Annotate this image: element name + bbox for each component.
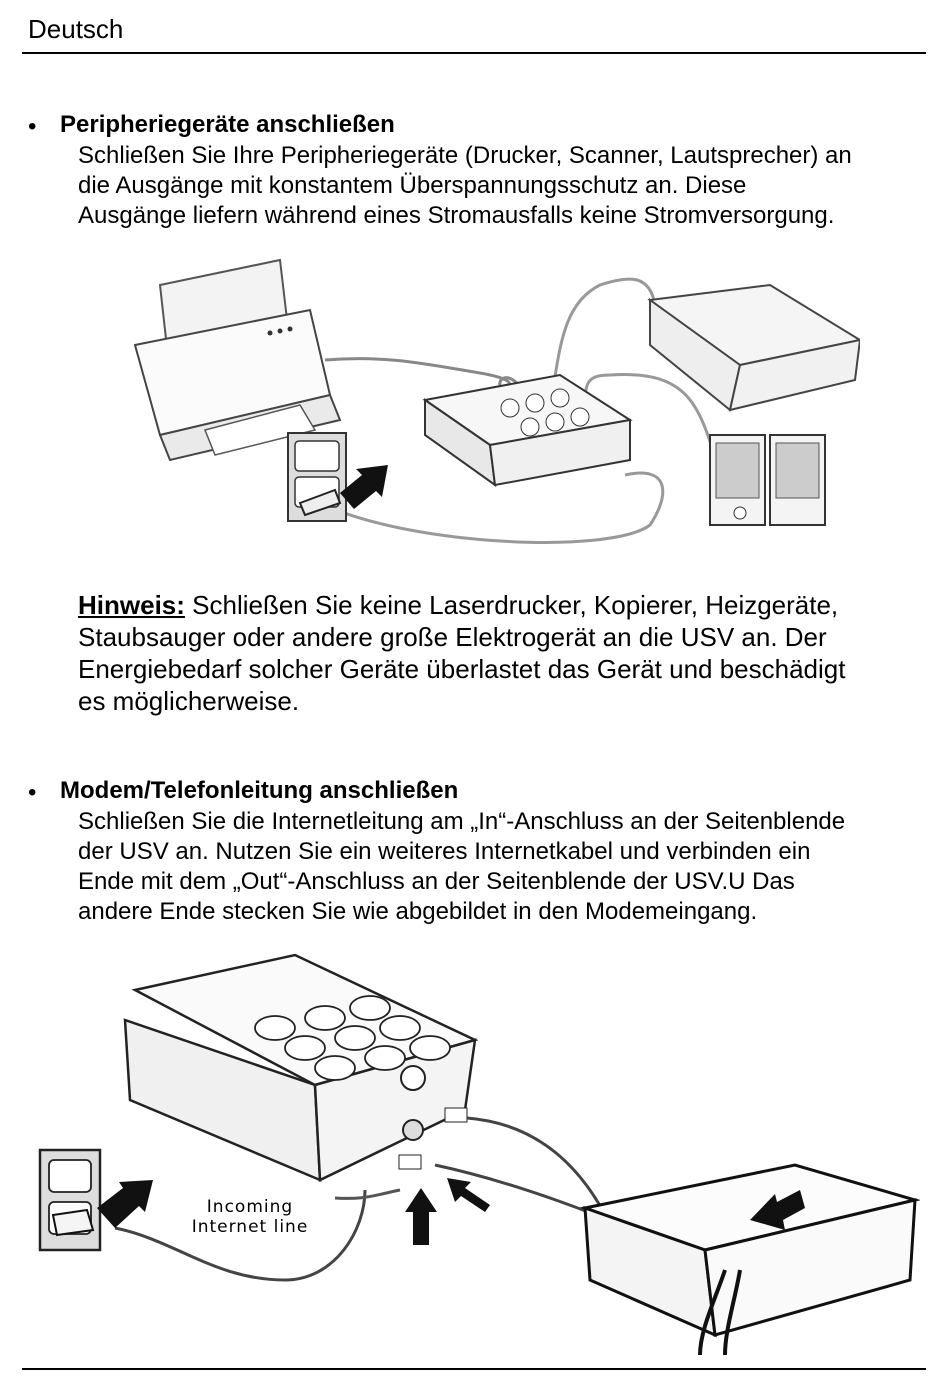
speakers-drawing	[710, 435, 825, 525]
ups-large-drawing	[125, 955, 475, 1180]
note-line-1	[78, 589, 918, 621]
ups-drawing	[425, 375, 630, 485]
section-2-line: Ende mit dem „Out“-Anschluss an der Seitenblende der USV.U Das	[78, 868, 795, 895]
section-2-line: der USV an. Nutzen Sie ein weiteres Internetkabel und verbinden ein	[78, 838, 811, 865]
note-line: Staubsauger oder andere große Elektrogerät an die USV an. Der	[78, 622, 827, 652]
section-1-title: Peripheriegeräte anschließen	[60, 111, 395, 138]
section-2-line: andere Ende stecken Sie wie abgebildet in den Modemeingang.	[78, 898, 758, 925]
wall-outlet-large-drawing	[40, 1150, 100, 1250]
section-2-title: Modem/Telefonleitung anschließen	[60, 777, 459, 804]
wall-outlet-drawing	[288, 433, 346, 521]
note-block	[78, 589, 918, 717]
arrow-to-outlet	[340, 465, 388, 509]
footer-rule	[22, 1368, 926, 1370]
arrow-to-outlet-large	[97, 1180, 153, 1228]
arrow-out-port	[447, 1178, 490, 1212]
bullet-section-1: •	[28, 113, 37, 140]
header-rule	[22, 52, 926, 54]
note-line: es möglicherweise.	[78, 686, 300, 716]
arrow-in-port	[405, 1188, 437, 1245]
modem-connection-illustration	[35, 950, 920, 1360]
bullet-section-2: •	[28, 779, 37, 806]
note-label: Hinweis:	[78, 590, 185, 620]
printer-drawing	[135, 260, 340, 460]
section-1-line: Ausgänge liefern während eines Stromausfalls keine Stromversorgung.	[78, 202, 835, 229]
section-2-body	[78, 807, 928, 927]
section-1-line: Schließen Sie Ihre Peripheriegeräte (Drucker, Scanner, Lautsprecher) an	[78, 142, 852, 169]
peripherals-connection-illustration	[130, 245, 860, 565]
modem-drawing	[585, 1165, 915, 1360]
incoming-internet-label-2: Internet line	[191, 1217, 309, 1237]
page-language-label: Deutsch	[28, 14, 124, 44]
incoming-internet-label-1: Incoming	[206, 1197, 294, 1217]
section-2-line: Schließen Sie die Internetleitung am „In“-Anschluss an der Seitenblende	[78, 808, 846, 835]
section-1-line: die Ausgänge mit konstantem Überspannungsschutz an. Diese	[78, 172, 747, 199]
section-1-body	[78, 141, 928, 231]
note-line: Energiebedarf solcher Geräte überlastet das Gerät und beschädigt	[78, 654, 846, 684]
note-text: Schließen Sie keine Laserdrucker, Kopierer, Heizgeräte,	[184, 590, 839, 620]
